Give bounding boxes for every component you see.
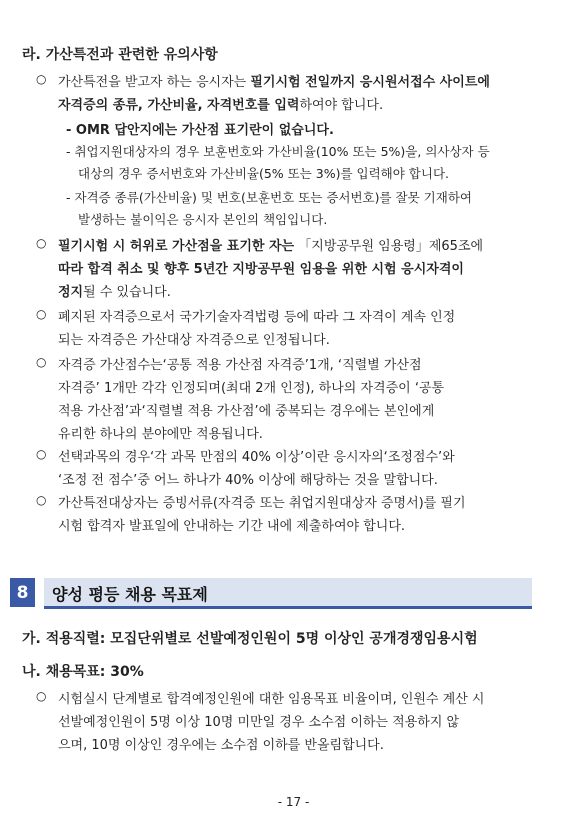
bullet-circle: ○ xyxy=(36,236,47,250)
section-number-badge: 8 xyxy=(10,578,35,607)
p2-line2: 따라 합격 취소 및 향후 5년간 지방공무원 임용을 위한 시험 응시자격이 xyxy=(58,262,464,277)
bullet-circle: ○ xyxy=(36,493,47,507)
p1-sub2-line2: 대상의 경우 증서번호와 가산비율(5% 또는 3%)를 입력해야 합니다. xyxy=(78,166,450,181)
section-8-banner xyxy=(0,578,587,610)
p4-line1: 자격증 가산점수는‘공통 적용 가산점 자격증’1개, ‘직렬별 가산점 xyxy=(58,358,422,373)
section-8-ga: 가. 적용직렬: 모집단위별로 선발예정인원이 5명 이상인 공개경쟁임용시험 xyxy=(22,631,478,647)
p1-sub3-line2: 발생하는 불이익은 응시자 본인의 책임입니다. xyxy=(78,212,328,227)
p2-line1: 필기시험 시 허위로 가산점을 표기한 자는 「지방공무원 임용령」제65조에 xyxy=(58,239,484,254)
p6-line2: 시험 합격자 발표일에 안내하는 기간 내에 제출하여야 합니다. xyxy=(58,519,406,534)
s8-p1-line2: 선발예정인원이 5명 이상 10명 미만일 경우 소수점 이하는 적용하지 않 xyxy=(58,715,460,730)
p1-line1: 가산특전을 받고자 하는 응시자는 필기시험 전일까지 응시원서접수 사이트에 xyxy=(58,75,490,90)
section-8-na: 나. 채용목표: 30% xyxy=(22,664,144,680)
page-number: - 17 - xyxy=(277,795,310,809)
bullet-circle: ○ xyxy=(36,447,47,461)
bullet-circle: ○ xyxy=(36,72,47,86)
p4-line3: 적용 가산점’과‘직렬별 적용 가산점’에 중복되는 경우에는 본인에게 xyxy=(58,404,435,419)
section-ra-title: 라. 가산특전과 관련한 유의사항 xyxy=(22,47,218,63)
p6-line1: 가산특전대상자는 증빙서류(자격증 또는 취업지원대상자 증명서)를 필기 xyxy=(58,496,466,511)
p5-line1: 선택과목의 경우‘각 과목 만점의 40% 이상’이란 응시자의‘조정점수’와 xyxy=(58,450,455,465)
section-8-title: 양성 평등 채용 목표제 xyxy=(52,585,208,604)
p3-line1: 폐지된 자격증으로서 국가기술자격법령 등에 따라 그 자격이 계속 인정 xyxy=(58,310,456,325)
p2-line3: 정지될 수 있습니다. xyxy=(58,285,171,300)
p3-line2: 되는 자격증은 가산대상 자격증으로 인정됩니다. xyxy=(58,333,330,348)
p4-line2: 자격증’ 1개만 각각 인정되며(최대 2개 인정), 하나의 자격증이 ‘공통 xyxy=(58,381,445,396)
section-title-box xyxy=(44,578,532,609)
p1-line2: 자격증의 종류, 가산비율, 자격번호를 입력하여야 합니다. xyxy=(58,98,384,113)
p1-sub3-line1: - 자격증 종류(가산비율) 및 번호(보훈번호 또는 증서번호)를 잘못 기재하여 xyxy=(66,190,472,205)
p1-sub1: - OMR 답안지에는 가산점 표기란이 없습니다. xyxy=(66,123,334,138)
bullet-circle: ○ xyxy=(36,355,47,369)
p1-sub2-line1: - 취업지원대상자의 경우 보훈번호와 가산비율(10% 또는 5%)을, 의사상자 등 xyxy=(66,144,490,159)
s8-p1-line1: 시험실시 단계별로 합격예정인원에 대한 임용목표 비율이며, 인원수 계산 시 xyxy=(58,692,485,707)
bullet-circle: ○ xyxy=(36,689,47,703)
p5-line2: ‘조정 전 점수’중 어느 하나가 40% 이상에 해당하는 것을 말합니다. xyxy=(58,473,438,488)
p4-line4: 유리한 하나의 분야에만 적용됩니다. xyxy=(58,427,263,442)
s8-p1-line3: 으며, 10명 이상인 경우에는 소수점 이하를 반올림합니다. xyxy=(58,738,384,753)
bullet-circle: ○ xyxy=(36,307,47,321)
